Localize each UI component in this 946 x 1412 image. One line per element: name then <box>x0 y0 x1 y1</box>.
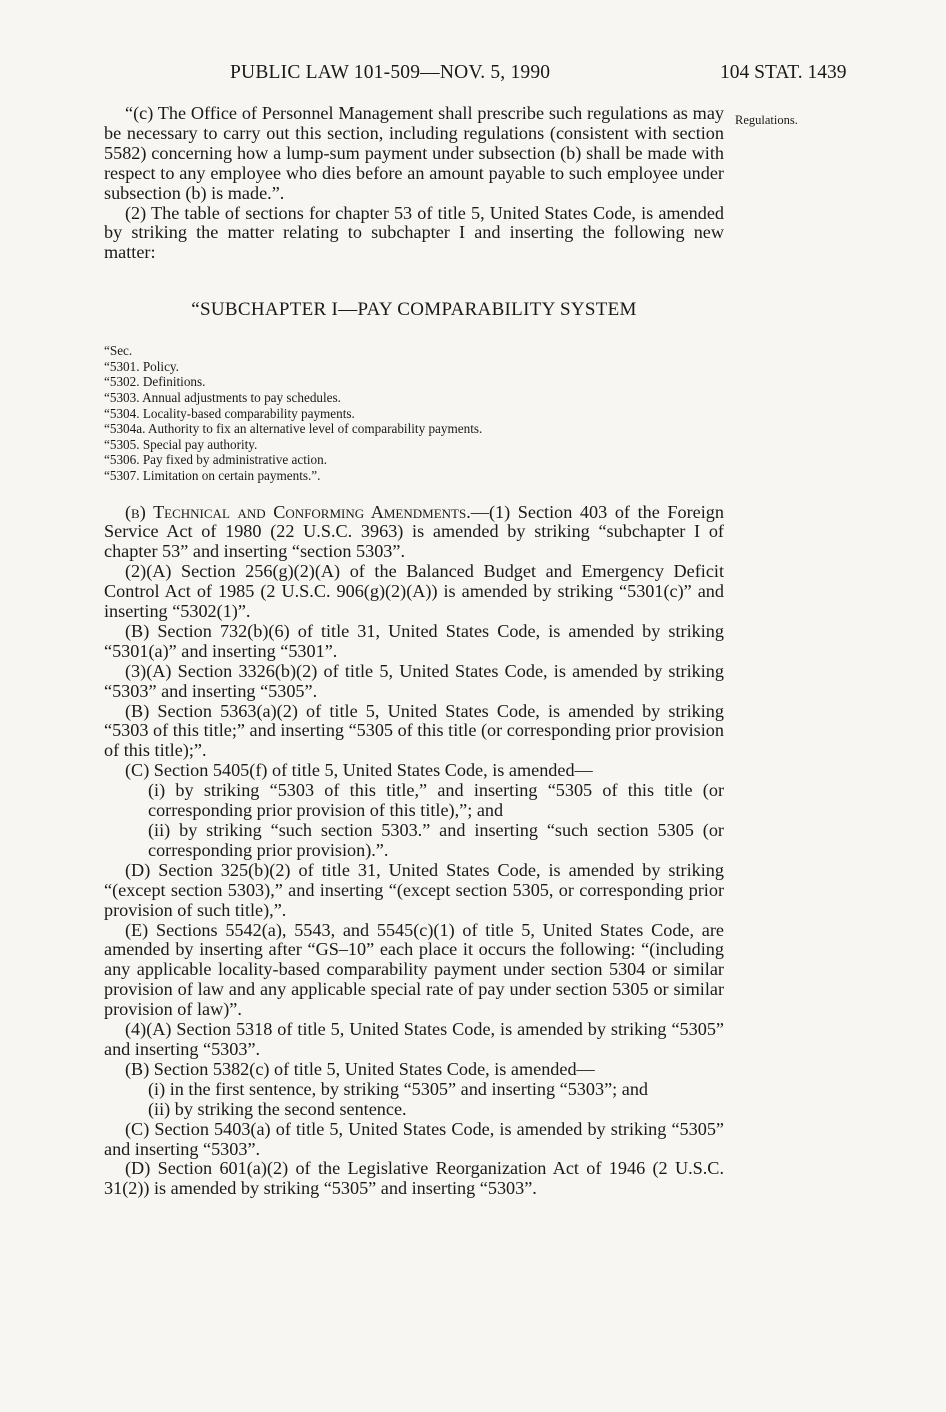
toc-line: “5307. Limitation on certain payments.”. <box>104 467 321 483</box>
paragraph: (B) Section 5363(a)(2) of title 5, United States Code, is amended by striking “5303 of this title;” and inserting “5305 of this title (or corresponding prior provision of this title);”. <box>104 700 724 761</box>
paragraph: (D) Section 601(a)(2) of the Legislative Reorganization Act of 1946 (2 U.S.C. 31(2)) is amended by striking “5305” and inserting “5303”. <box>104 1158 724 1199</box>
paragraph-c: “(c) The Office of Personnel Management shall prescribe such regulations as may be necessary to carry out this section, including regulations (consistent with section 5582) concerning how a lump-sum payment under subsection (b) shall be made with respect to any employee who dies before an amount payable to such employee under subsection (b) is made.”. <box>104 103 724 203</box>
section-b-heading: (b) Technical and Conforming Amendments. <box>125 501 471 522</box>
toc-line: “5304a. Authority to fix an alternative level of comparability payments. <box>104 421 483 437</box>
clause-item: (i) by striking “5303 of this title,” and inserting “5305 of this title (or corresponding prior provision of this title),”; and <box>148 780 724 821</box>
toc-line: “5303. Annual adjustments to pay schedules. <box>104 389 341 405</box>
paragraph: (C) Section 5405(f) of title 5, United States Code, is amended— <box>125 760 593 781</box>
margin-note: Regulations. <box>735 113 798 127</box>
table-of-sections <box>104 343 724 483</box>
header-title: PUBLIC LAW 101-509—NOV. 5, 1990 <box>230 62 551 83</box>
paragraph: (C) Section 5403(a) of title 5, United States Code, is amended by striking “5305” and inserting “5303”. <box>104 1118 724 1159</box>
subchapter-title: “SUBCHAPTER I—PAY COMPARABILITY SYSTEM <box>191 299 637 321</box>
paragraph-2: (2) The table of sections for chapter 53 of title 5, United States Code, is amended by striking the matter relating to subchapter I and inserting the following new matter: <box>104 202 724 263</box>
paragraph: (3)(A) Section 3326(b)(2) of title 5, United States Code, is amended by striking “5303” and inserting “5305”. <box>104 660 724 701</box>
toc-line: “5301. Policy. <box>104 358 179 374</box>
toc-line: “5306. Pay fixed by administrative action. <box>104 452 328 468</box>
paragraph: (B) Section 732(b)(6) of title 31, United States Code, is amended by striking “5301(a)” and inserting “5301”. <box>104 620 724 661</box>
paragraph: (B) Section 5382(c) of title 5, United States Code, is amended— <box>125 1058 595 1079</box>
paragraph: (E) Sections 5542(a), 5543, and 5545(c)(1) of title 5, United States Code, are amended by inserting after “GS–10” each place it occurs the following: “(including any applicable locality-based comparability payment under section 5304 or similar provision of law and any applicable special rate of pay under section 5305 or similar provision of law)”. <box>104 919 724 1020</box>
header-stat-page: 104 STAT. 1439 <box>720 62 847 83</box>
paragraph: (2)(A) Section 256(g)(2)(A) of the Balanced Budget and Emergency Deficit Control Act of 1985 (2 U.S.C. 906(g)(2)(A)) is amended by striking “5301(c)” and inserting “5302(1)”. <box>104 561 724 622</box>
paragraph: (4)(A) Section 5318 of title 5, United States Code, is amended by striking “5305” and inserting “5303”. <box>104 1019 724 1059</box>
toc-line: “5302. Definitions. <box>104 374 206 390</box>
paragraph: (D) Section 325(b)(2) of title 31, United States Code, is amended by striking “(except section 5303),” and inserting “(except section 5305, or corresponding prior provision of such title),”. <box>104 859 724 920</box>
toc-line: “Sec. <box>104 343 133 359</box>
section-b-text: —(1) Section 403 of the Foreign Service Act of 1980 (22 U.S.C. 3963) is amended by striking “subchapter I of chapter 53” and inserting “section 5303”. <box>104 501 724 562</box>
toc-line: “5305. Special pay authority. <box>104 436 258 452</box>
toc-line: “5304. Locality-based comparability payments. <box>104 405 355 421</box>
clause-item: (ii) by striking “such section 5303.” and inserting “such section 5305 (or corresponding prior provision).”. <box>148 820 724 860</box>
paragraph-b <box>104 503 724 563</box>
clause-item: (ii) by striking the second sentence. <box>148 1098 407 1119</box>
clause-item: (i) in the first sentence, by striking “5305” and inserting “5303”; and <box>148 1078 649 1099</box>
document-body <box>104 104 724 1199</box>
